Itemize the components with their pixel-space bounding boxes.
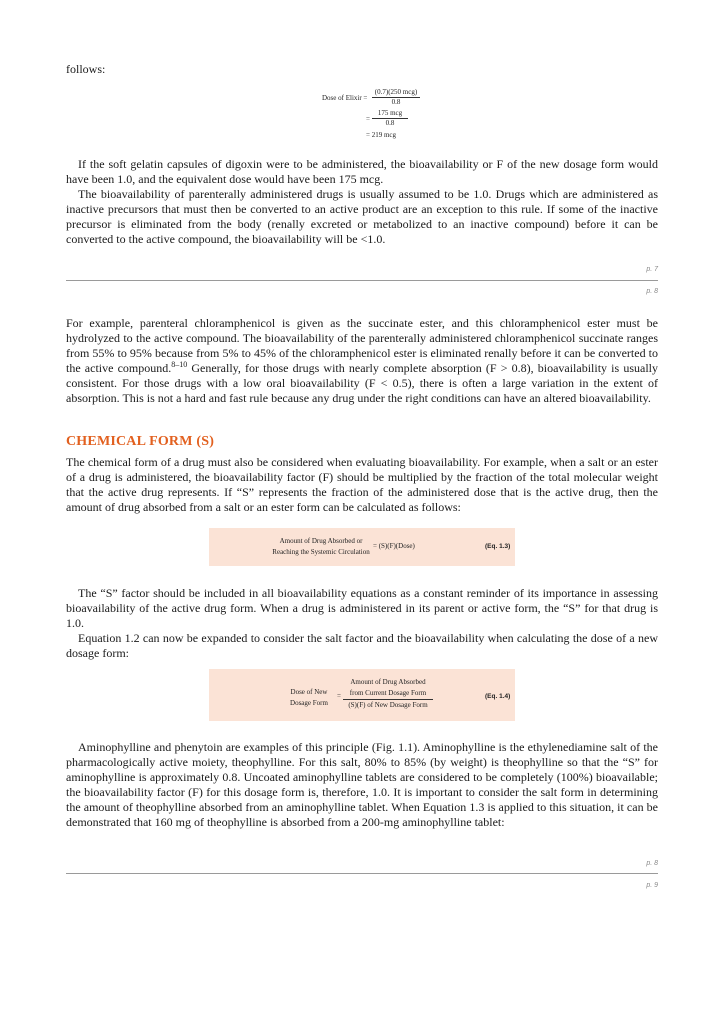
eq14-label: (Eq. 1.4) bbox=[485, 693, 511, 700]
elixir-eq-num1: (0.7)(250 mcg) bbox=[372, 88, 420, 98]
page-mark-8-top: p. 8 bbox=[646, 288, 658, 295]
page-divider-1 bbox=[66, 280, 658, 281]
equation-1-3-box bbox=[209, 528, 515, 566]
eq13-lhs-line1: Amount of Drug Absorbed or bbox=[279, 537, 363, 545]
citation-ref: 8–10 bbox=[171, 360, 188, 369]
equation-1-4-box: Dose of New Dosage Form = Amount of Drug Absorbed from Current Dosage Form (S)(F) of New Dosage Form (Eq. 1.4) bbox=[209, 669, 515, 721]
intro-text: follows: bbox=[66, 62, 106, 76]
paragraph-3 bbox=[66, 316, 658, 406]
eq14-num-line1: Amount of Drug Absorbed bbox=[350, 678, 426, 686]
paragraph-1: If the soft gelatin capsules of digoxin were to be administered, the bioavailability or F of the new dosage form would have been 1.0, and the equivalent dose would have been 175 mcg. bbox=[66, 157, 658, 186]
paragraph-4: The chemical form of a drug must also be considered when evaluating bioavailability. For example, when a salt or an ester of a drug is administered, the bioavailability factor (F) should be multiplied by the fraction of the total molecular weight that the active drug represents. If “S” represents the fraction of the administered dose that is the active drug, then the amount of drug absorbed from a salt or an ester form can be calculated as follows: bbox=[66, 455, 658, 514]
elixir-eq-den1: 0.8 bbox=[391, 98, 401, 106]
page-mark-7: p. 7 bbox=[646, 266, 658, 273]
paragraph-3-part-a: For example, parenteral chloramphenicol is given as the succinate ester, and this chloramphenicol ester must be hydrolyzed to the active compound. The bioavailability of the parenterally administered chloramphenicol succinate ranges from 55% to 95% because from 5% to 45% of the chloramphenicol ester is eliminated renally before it can be converted to the active compound. bbox=[66, 316, 658, 375]
eq13-lhs-line2: Reaching the Systemic Circulation bbox=[272, 548, 370, 556]
elixir-eq-num2: 175 mcg bbox=[372, 109, 408, 119]
paragraph-3-part-b: Generally, for those drugs with nearly complete absorption (F > 0.8), bioavailability is usually consistent. For those drugs with a low oral bioavailability (F < 0.5), there is often a large variation in the extent of absorption. This is not a hard and fast rule because any drug under the right conditions can have an altered bioavailability. bbox=[66, 361, 658, 405]
eq14-lhs-line1: Dose of New bbox=[290, 688, 328, 696]
eq14-num-line2: from Current Dosage Form bbox=[343, 688, 433, 700]
eq13-rhs: = (S)(F)(Dose) bbox=[373, 542, 415, 550]
paragraph-6: Equation 1.2 can now be expanded to consider the salt factor and the bioavailability when calculating the dose of a new dosage form: bbox=[66, 631, 658, 660]
elixir-equation: Dose of Elixir = (0.7)(250 mcg) 0.8 = 175 mcg 0.8 = 219 mcg bbox=[322, 88, 492, 144]
section-heading: CHEMICAL FORM (S) bbox=[66, 434, 215, 449]
elixir-eq-den2: 0.8 bbox=[385, 119, 395, 127]
eq13-label: (Eq. 1.3) bbox=[485, 543, 511, 550]
eq14-den: (S)(F) of New Dosage Form bbox=[348, 701, 428, 709]
paragraph-2: The bioavailability of parenterally administered drugs is usually assumed to be 1.0. Drugs which are administered as inactive precursors that must then be converted to an active product are an exception to this rule. If some of the inactive precursor is eliminated from the body (renally excreted or metabolized to an inactive compound) before it can be converted to the active compound, the bioavailability will be <1.0. bbox=[66, 187, 658, 246]
page-mark-9: p. 9 bbox=[646, 882, 658, 889]
page-divider-2 bbox=[66, 873, 658, 874]
elixir-eq-result: = 219 mcg bbox=[366, 131, 396, 139]
eq14-lhs-line2: Dosage Form bbox=[290, 699, 328, 707]
paragraph-7: Aminophylline and phenytoin are examples of this principle (Fig. 1.1). Aminophylline is the ethylenediamine salt of the pharmacologically active moiety, theophylline. For this salt, 80% to 85% (by weight) is theophylline so that the “S” for aminophylline is approximately 0.8. Uncoated aminophylline tablets are considered to be completely (100%) bioavailable; the bioavailability factor (F) for this dosage form is, therefore, 1.0. It is important to consider the salt form in determining the amount of theophylline absorbed from an aminophylline tablet. When Equation 1.3 is applied to this situation, it can be demonstrated that 160 mg of theophylline is absorbed from a 200-mg aminophylline tablet: bbox=[66, 740, 658, 829]
elixir-eq-label: Dose of Elixir bbox=[322, 94, 362, 102]
paragraph-5: The “S” factor should be included in all bioavailability equations as a constant reminder of its importance in assessing bioavailability of the active drug form. When a drug is administered in its parent or active form, the “S” for that drug is 1.0. bbox=[66, 586, 658, 630]
page-mark-8-bottom: p. 8 bbox=[646, 860, 658, 867]
